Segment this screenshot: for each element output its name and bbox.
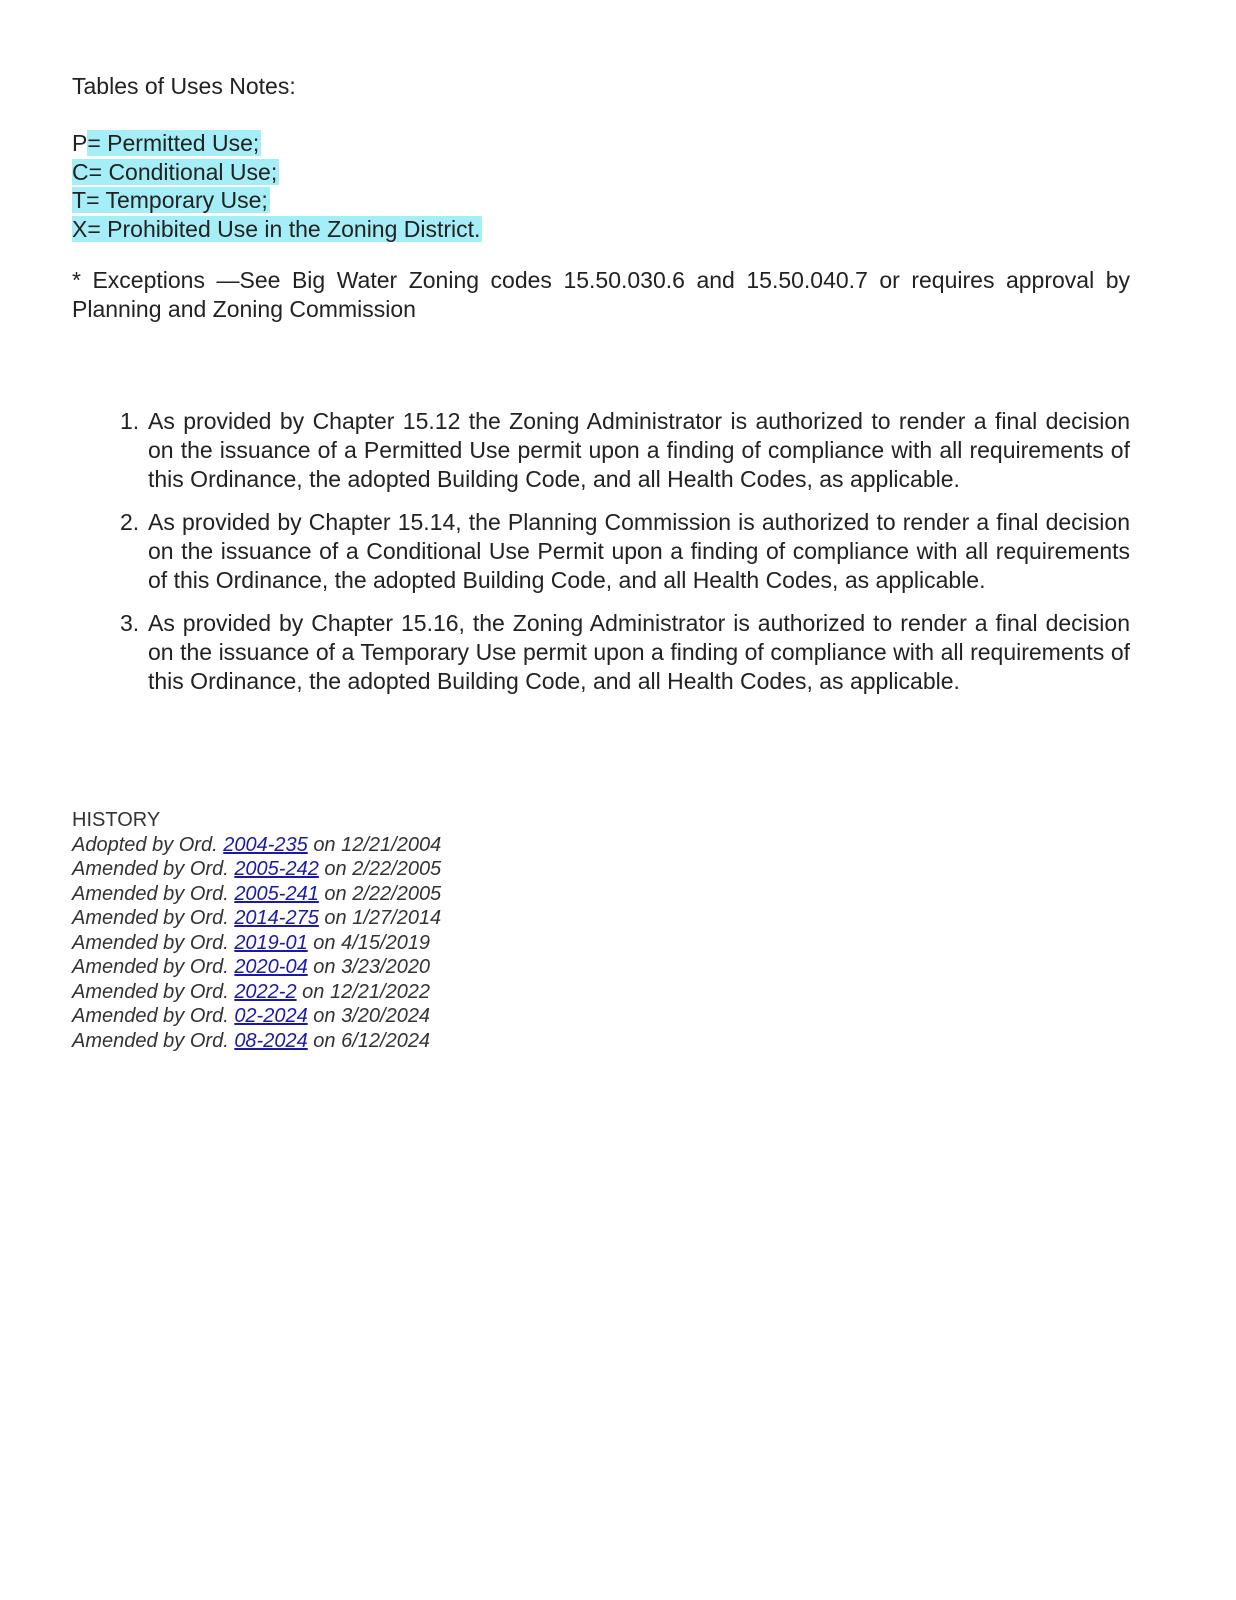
history-section [72,808,441,1053]
history-entry [72,833,441,858]
list-number: 1. [120,408,140,434]
numbered-list [72,407,1130,710]
history-prefix: Amended by Ord. [72,882,229,905]
list-item [72,609,1130,696]
history-date: on 2/22/2005 [324,858,442,880]
list-item [72,407,1130,494]
ordinance-link[interactable]: 02-2024 [234,1005,308,1027]
legend-code: C [72,158,89,185]
ordinance-link[interactable]: 2005-242 [234,858,319,880]
legend-item-prohibited [72,215,482,244]
history-date: on 1/27/2014 [324,907,442,929]
legend-text: = Prohibited Use in the Zoning District. [87,215,481,242]
exceptions-note: * Exceptions —See Big Water Zoning codes 15.50.030.6 and 15.50.040.7 or requires approval by Planning and Zoning Commission [72,267,1130,322]
history-date: on 2/22/2005 [324,882,442,905]
history-prefix: Amended by Ord. [72,956,229,978]
history-entry [72,1029,441,1054]
legend-code: X [72,215,88,242]
history-entry [72,882,441,907]
history-prefix: Amended by Ord. [72,931,229,954]
page-heading: Tables of Uses Notes: [72,73,296,99]
legend-code: T [72,187,87,213]
history-prefix: Amended by Ord. [72,980,229,1003]
history-entry [72,906,441,931]
history-date: on 3/23/2020 [313,956,431,978]
history-date: on 12/21/2004 [313,833,442,856]
legend-item-permitted [72,129,482,158]
history-title: HISTORY [72,809,161,831]
history-entry [72,955,441,980]
legend-text: = Permitted Use; [87,130,260,156]
history-prefix: Amended by Ord. [72,858,229,880]
history-date: on 6/12/2024 [313,1029,431,1052]
history-prefix: Adopted by Ord. [72,833,218,856]
history-date: on 3/20/2024 [313,1005,431,1027]
list-text: As provided by Chapter 15.14, the Planning Commission is authorized to render a final decision on the issuance of a Conditional Use Permit upon a finding of compliance with all requirements of this Ordinance, the adopted Building Code, and all Health Codes, as applicable. [148,509,1130,593]
legend-text: = Temporary Use; [86,187,268,213]
list-item [72,508,1130,595]
list-text: As provided by Chapter 15.16, the Zoning Administrator is authorized to render a final decision on the issuance of a Temporary Use permit upon a finding of compliance with all requirements of this Ordinance, the adopted Building Code, and all Health Codes, as applicable. [148,610,1130,694]
list-number: 3. [120,610,140,636]
list-text: As provided by Chapter 15.12 the Zoning Administrator is authorized to render a final decision on the issuance of a Permitted Use permit upon a finding of compliance with all requirements of this Ordinance, the adopted Building Code, and all Health Codes, as applicable. [148,408,1130,492]
history-prefix: Amended by Ord. [72,1029,229,1052]
history-prefix: Amended by Ord. [72,907,229,929]
legend-item-temporary [72,186,482,215]
ordinance-link[interactable]: 2005-241 [234,882,319,905]
history-entry [72,980,441,1005]
history-entry [72,1004,441,1029]
legend-code: P [72,130,88,156]
ordinance-link[interactable]: 2004-235 [223,833,308,856]
legend-text: = Conditional Use; [88,158,278,185]
ordinance-link[interactable]: 08-2024 [234,1029,308,1052]
use-legend [72,129,482,243]
list-number: 2. [120,509,140,535]
history-prefix: Amended by Ord. [72,1005,229,1027]
history-date: on 4/15/2019 [313,931,431,954]
history-entry [72,857,441,882]
ordinance-link[interactable]: 2022-2 [234,980,297,1003]
ordinance-link[interactable]: 2014-275 [234,907,319,929]
ordinance-link[interactable]: 2020-04 [234,956,308,978]
history-entry [72,931,441,956]
ordinance-link[interactable]: 2019-01 [234,931,308,954]
history-date: on 12/21/2022 [302,980,431,1003]
legend-item-conditional [72,158,482,187]
